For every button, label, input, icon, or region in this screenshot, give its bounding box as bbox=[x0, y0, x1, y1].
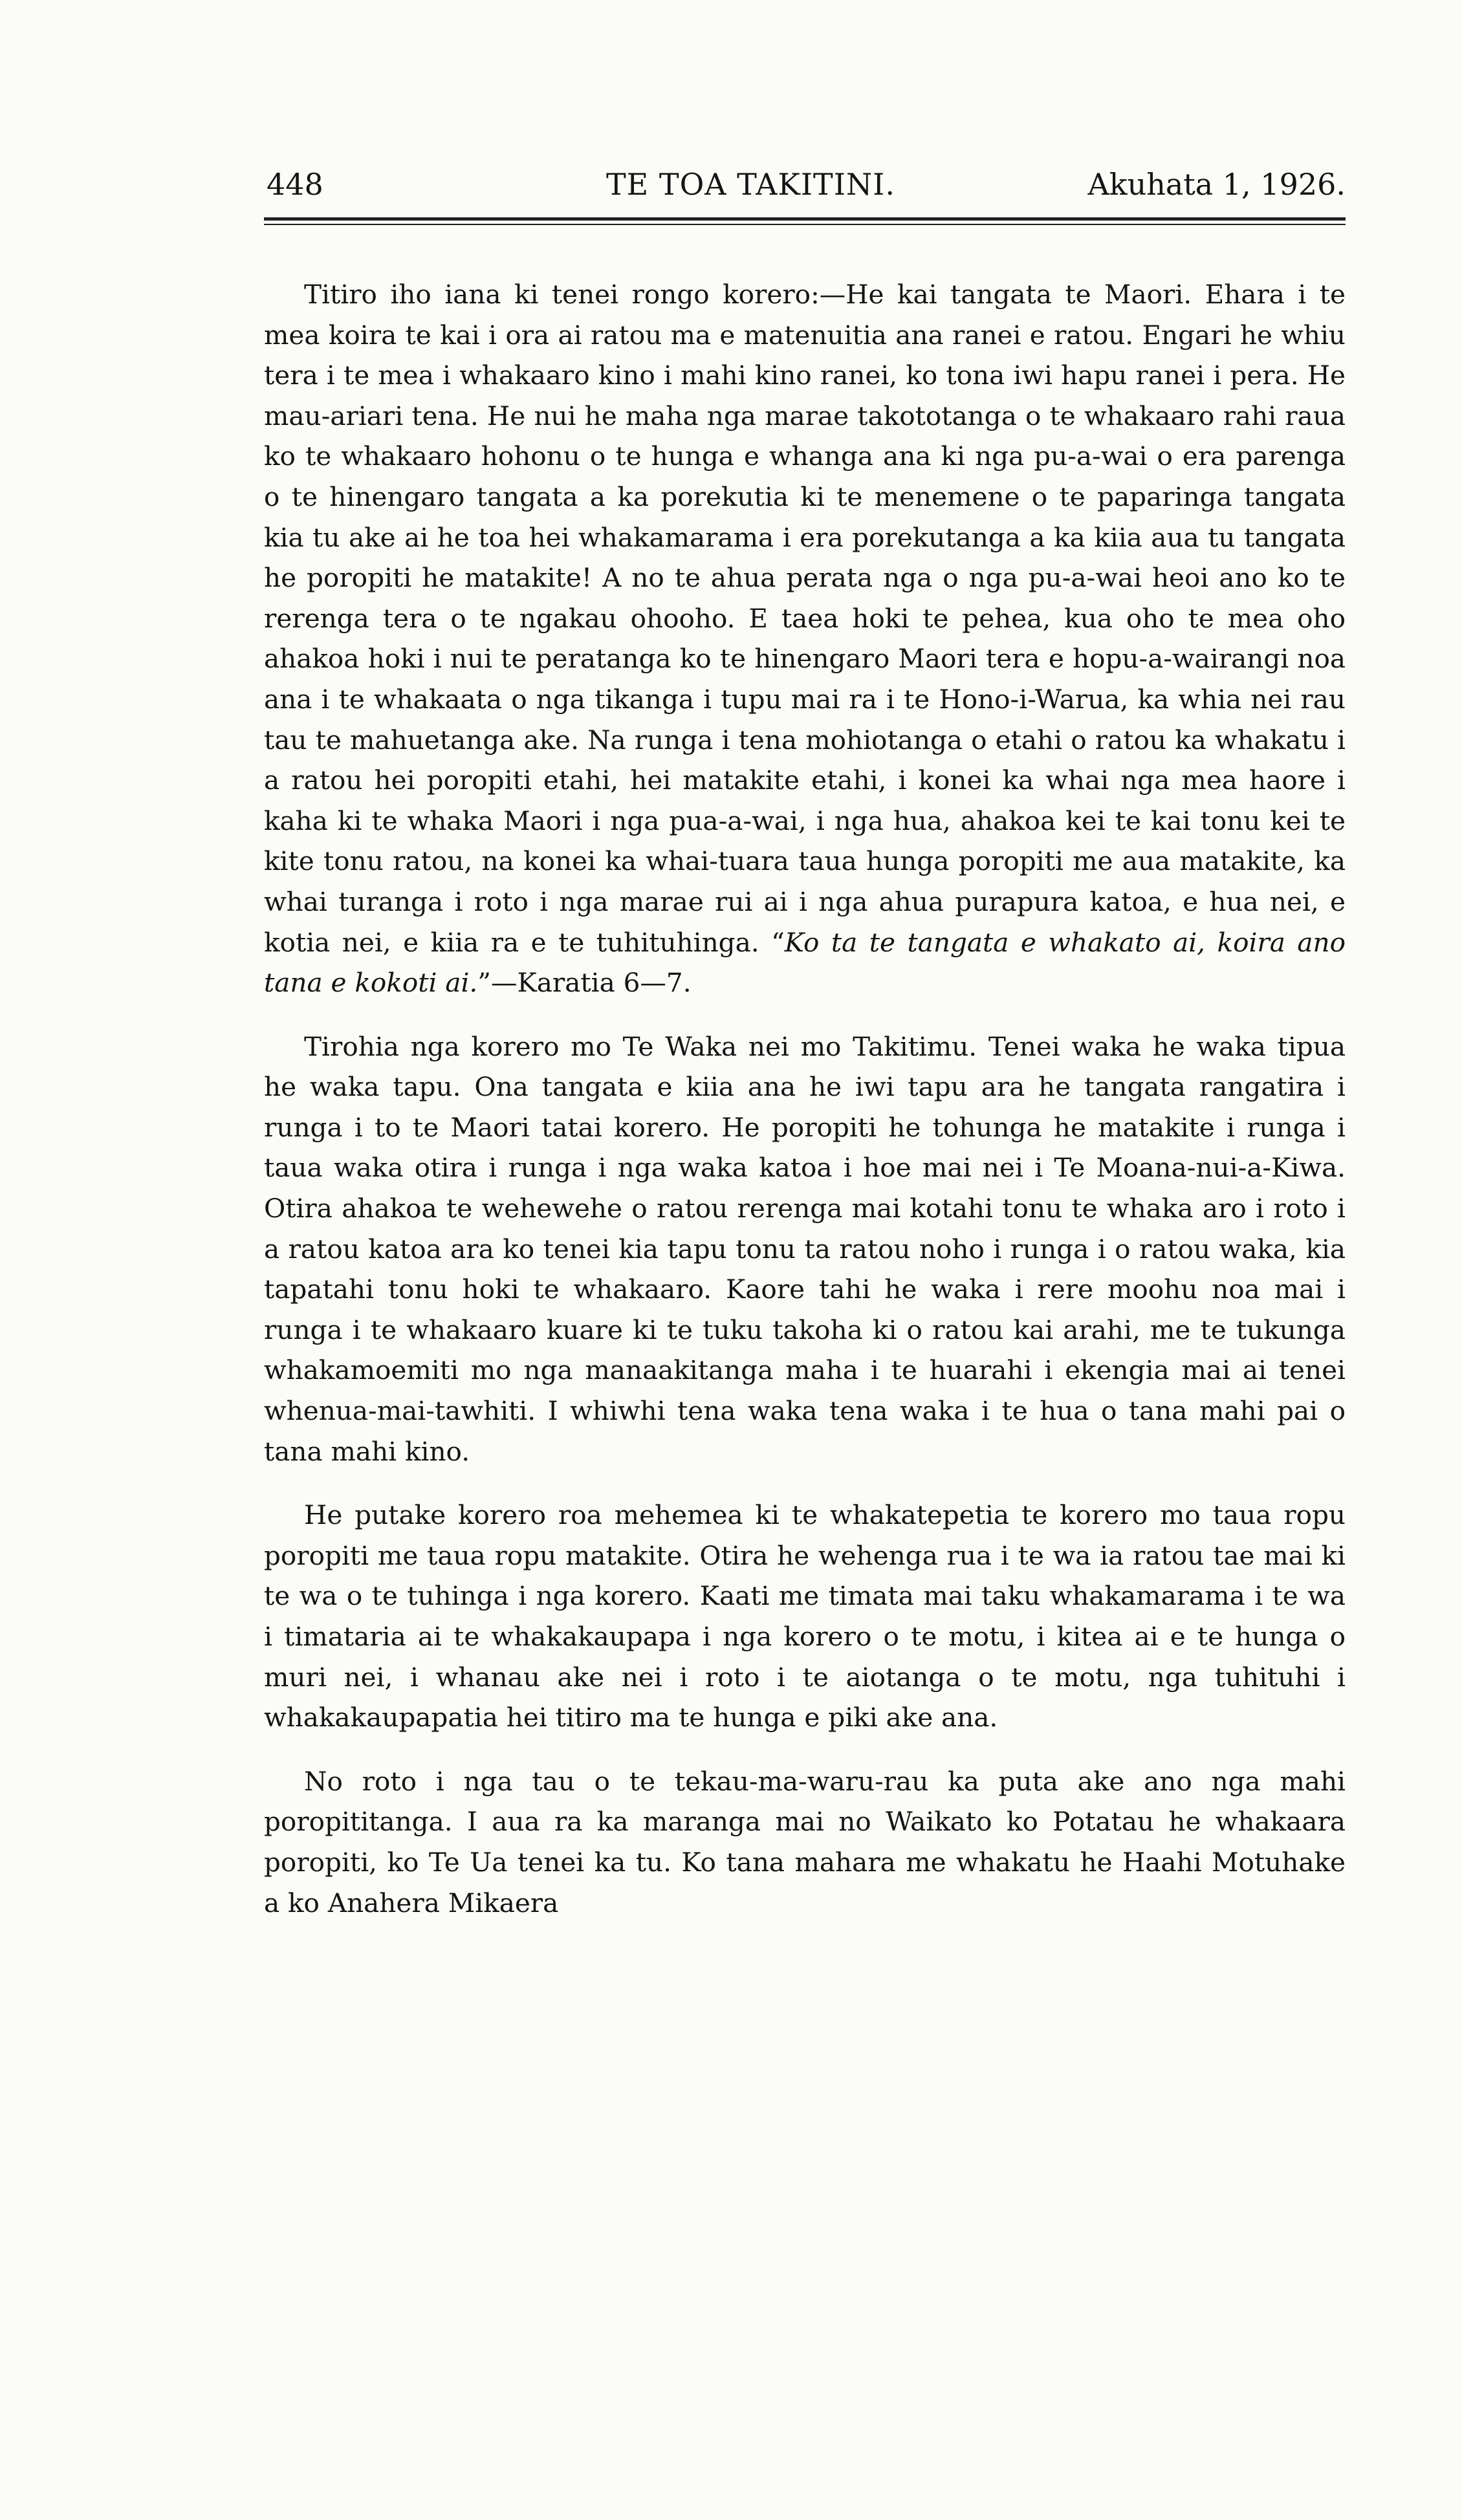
header-rule-thin bbox=[264, 224, 1346, 225]
running-header bbox=[267, 167, 1346, 212]
scripture-citation: ”—Karatia 6—7. bbox=[477, 967, 692, 999]
paragraph-4: No roto i nga tau o te tekau-ma-waru-rau ka puta ake ano nga mahi poropititanga. I aua ra ka maranga mai no Waikato ko Potatau he whakaara poropiti, ko Te Ua tenei ka tu. Ko tana mahara me whakatu he Haahi Motuhake a ko Anahera Mikaera bbox=[264, 1765, 1346, 1918]
paragraph-1-text: Titiro iho iana ki tenei rongo korero:—He kai tangata te Maori. Ehara i te mea koira te kai i ora ai ratou ma e matenuitia ana ranei e ratou. Engari he whiu tera i te mea i whakaaro kino i mahi kino ranei, ko tona iwi hapu ranei i pera. He mau-ariari tena. He nui he maha nga marae takototanga o te whakaaro rahi raua ko te whakaaro hohonu o te hunga e whanga ana ki nga pu-a-wai o era parenga o te hinengaro tangata a ka porekutia ki te menemene o te paparinga tangata kia tu ake ai he toa hei whakamarama i era porekutanga a ka kiia aua tu tangata he poropiti he matakite! A no te ahua perata nga o nga pu-a-wai heoi ano ko te rerenga tera o te ngakau ohooho. E taea hoki te pehea, kua oho te mea oho ahakoa hoki i nui te peratanga ko te hinengaro Maori tera e hopu-a-wairangi noa ana i te whakaata o nga tikanga i tupu mai ra i te Hono-i-Warua, ka whia nei rau tau te mahuetanga ake. Na runga i tena mohiotanga o etahi o ratou ka whakatu i a ratou hei poropiti etahi, hei matakite etahi, i konei ka whai nga mea haore i kaha ki te whaka Maori i nga pua-a-wai, i nga hua, ahakoa kei te kai tonu kei te kite tonu ratou, na konei ka whai-tuara taua hunga poropiti me aua matakite, ka whai turanga i roto i nga marae rui ai i nga ahua purapura katoa, e hua nei, e kotia nei, e kiia ra e te tuhituhinga. “ bbox=[264, 279, 1346, 958]
page-number: 448 bbox=[267, 167, 323, 202]
paragraph-3: He putake korero roa mehemea ki te whakatepetia te korero mo taua ropu poropiti me taua ropu matakite. Otira he wehenga rua i te wa ia ratou tae mai ki te wa o te tuhinga i nga korero. Kaati me timata mai taku whakamarama i te wa i timataria ai te whakakaupapa i nga korero o te motu, i kitea ai e te hunga o muri nei, i whanau ake nei i roto i te aiotanga o te motu, nga tuhituhi i whakakaupapatia hei titiro ma te hunga e piki ake ana. bbox=[264, 1499, 1346, 1733]
article-body bbox=[264, 274, 1346, 1923]
paragraph-2: Tirohia nga korero mo Te Waka nei mo Takitimu. Tenei waka he waka tipua he waka tapu. Ona tangata e kiia ana he iwi tapu ara he tangata rangatira i runga i to te Maori tatai korero. He poropiti he tohunga he matakite i runga i taua waka otira i runga i nga waka katoa i hoe mai nei i Te Moana-nui-a-Kiwa. Otira ahakoa te wehewehe o ratou rerenga mai kotahi tonu te whaka aro i roto i a ratou katoa ara ko tenei kia tapu tonu ta ratou noho i runga i o ratou waka, kia tapatahi tonu hoki te whakaaro. Kaore tahi he waka i rere moohu noa mai i runga i te whakaaro kuare ki te tuku takoha ki o ratou kai arahi, me te tukunga whakamoemiti mo nga manaakitanga maha i te huarahi i ekengia mai ai tenei whenua-mai-tawhiti. I whiwhi tena waka tena waka i te hua o tana mahi pai o tana mahi kino. bbox=[264, 1030, 1346, 1467]
scripture-quote: Ko ta te tangata e whakato ai, koira ano tana e kokoti ai. bbox=[264, 926, 1346, 999]
header-rule-thick bbox=[264, 217, 1346, 221]
publication-title: TE TOA TAKITINI. bbox=[606, 167, 895, 202]
issue-date: Akuhata 1, 1926. bbox=[1087, 167, 1346, 202]
paragraph-1 bbox=[264, 274, 1346, 1003]
